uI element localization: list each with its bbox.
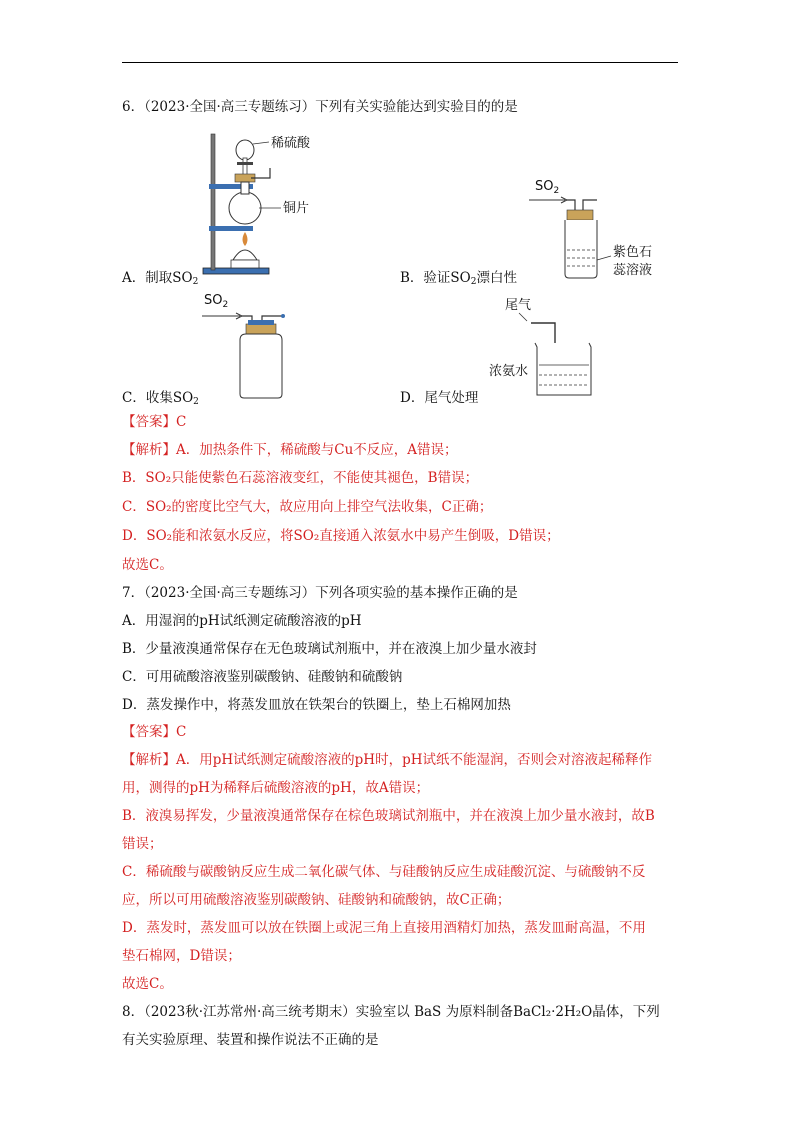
q6-explain-1: 【解析】A．加热条件下，稀硫酸与Cu不反应，A错误； (122, 442, 458, 458)
q7-option-a: A．用湿润的pH试纸测定硫酸溶液的pH (122, 613, 362, 629)
q7-explain-5: C．稀硫酸与碳酸钠反应生成二氧化碳气体、与硅酸钠反应生成硅酸沉淀、与硫酸钠不反 (122, 864, 646, 880)
figure-c-apparatus (200, 290, 310, 402)
q7-explain-8: 垫石棉网，D错误； (122, 948, 241, 964)
header-rule (122, 62, 678, 63)
label-tail-gas: 尾气 (505, 298, 532, 313)
label-dilute-sulfuric-acid: 稀硫酸 (271, 136, 311, 151)
label-litmus-1: 紫色石 (613, 245, 653, 260)
q6-option-b: B．验证$SO_2$漂白性 (400, 270, 517, 287)
q7-explain-7: D．蒸发时，蒸发皿可以放在铁圈上或泥三角上直接用酒精灯加热，蒸发皿耐高温，不用 (122, 920, 646, 936)
q6-answer: 【答案】C (122, 414, 187, 430)
q8-stem-1: 8．（2023秋·江苏常州·高三统考期末）实验室以 BaS 为原料制备BaCl₂·2H₂O晶体，下列 (122, 1004, 660, 1020)
q7-answer: 【答案】C (122, 724, 187, 740)
q6-option-d: D．尾气处理 (400, 390, 479, 406)
q6-explain-4: D．SO₂能和浓氨水反应，将SO₂直接通入浓氨水中易产生倒吸，D错误； (122, 528, 560, 544)
q7-option-d: D．蒸发操作中，将蒸发皿放在铁架台的铁圈上，垫上石棉网加热 (122, 697, 511, 713)
figure-a-apparatus (195, 128, 311, 278)
q6-explain-3: C．SO₂的密度比空气大，故应用向上排空气法收集，C正确； (122, 499, 493, 515)
q7-explain-6: 应，所以可用硫酸溶液鉴别碳酸钠、硅酸钠和硫酸钠，故C正确； (122, 892, 511, 908)
figure-d-apparatus (485, 295, 595, 400)
q6-option-a: A．制取$SO_2$ (122, 270, 199, 287)
label-litmus-2: 蕊溶液 (613, 263, 653, 278)
q8-stem-2: 有关实验原理、装置和操作说法不正确的是 (122, 1032, 379, 1048)
label-so2-c: $SO_2$ (204, 293, 229, 310)
q6-explain-2: B．SO₂只能使紫色石蕊溶液变红，不能使其褪色，B错误； (122, 470, 479, 486)
q6-stem: 6．（2023·全国·高三专题练习）下列有关实验能达到实验目的的是 (122, 99, 518, 115)
q7-explain-1: 【解析】A．用pH试纸测定硫酸溶液的pH时，pH试纸不能湿润，否则会对溶液起稀释作 (122, 752, 652, 768)
q7-stem: 7．（2023·全国·高三专题练习）下列各项实验的基本操作正确的是 (122, 585, 518, 601)
q6-explain-5: 故选C。 (122, 557, 173, 573)
q7-explain-9: 故选C。 (122, 976, 173, 992)
q7-option-b: B．少量液溴通常保存在无色玻璃试剂瓶中，并在液溴上加少量水液封 (122, 641, 537, 657)
q7-option-c: C．可用硫酸溶液鉴别碳酸钠、硅酸钠和硫酸钠 (122, 669, 403, 685)
label-conc-ammonia: 浓氨水 (489, 364, 529, 379)
label-copper-sheet: 铜片 (283, 201, 310, 216)
q7-explain-2: 用，测得的pH为稀释后硫酸溶液的pH，故A错误； (122, 780, 430, 796)
q6-option-c: C．收集$SO_2$ (122, 390, 199, 407)
label-so2-b: $SO_2$ (535, 179, 560, 196)
q7-explain-4: 错误； (122, 836, 163, 852)
figure-b-apparatus (525, 178, 675, 283)
q7-explain-3: B．液溴易挥发，少量液溴通常保存在棕色玻璃试剂瓶中，并在液溴上加少量水液封，故B (122, 808, 655, 824)
